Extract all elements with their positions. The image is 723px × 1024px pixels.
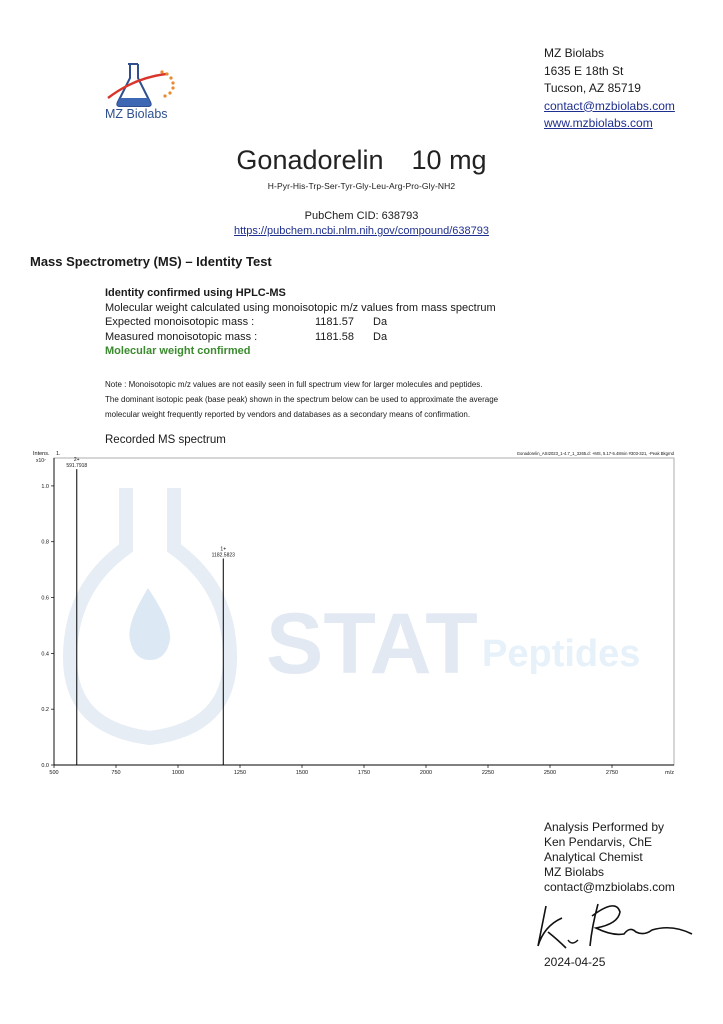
x-tick-label: 500 xyxy=(49,770,59,776)
y-tick-label: 1.0 xyxy=(41,483,49,490)
x-tick-label: 2250 xyxy=(481,770,495,776)
peak-mz-label: 1182.5823 xyxy=(211,552,235,559)
product-name: Gonadorelin xyxy=(236,145,384,175)
company-address-line2: Tucson, AZ 85719 xyxy=(544,81,641,95)
x-tick-label: 1750 xyxy=(357,770,371,776)
section-title: Mass Spectrometry (MS) – Identity Test xyxy=(30,254,272,269)
measured-mass-label: Measured monoisotopic mass : xyxy=(105,330,258,343)
y-axis-multiplier: x10⁷ xyxy=(36,458,46,464)
company-address-block xyxy=(544,45,675,133)
product-amount: 10 mg xyxy=(411,145,487,175)
y-tick-label: 0.2 xyxy=(41,707,49,714)
pubchem-cid: PubChem CID: 638793 xyxy=(304,210,419,222)
peak-mz-label: 591.7918 xyxy=(66,463,88,470)
x-tick-label: 750 xyxy=(111,770,121,776)
expected-mass-label: Expected monoisotopic mass : xyxy=(105,316,255,328)
signature-line5: contact@mzbiolabs.com xyxy=(544,880,675,894)
watermark-sub-text: Peptides xyxy=(482,633,641,675)
note-line3: molecular weight frequently reported by vendors and databases as a secondary means of confirmation. xyxy=(105,410,471,419)
watermark-main-text: STAT xyxy=(266,596,478,692)
watermark xyxy=(70,488,640,738)
y-tick-label: 0.0 xyxy=(41,763,49,769)
y-tick-label: 0.8 xyxy=(41,539,49,546)
x-tick-label: 2500 xyxy=(543,770,557,776)
identity-block xyxy=(105,286,496,359)
measured-mass-unit: Da xyxy=(373,330,388,343)
x-tick-label: 1250 xyxy=(233,770,247,776)
signature-line3: Analytical Chemist xyxy=(544,850,643,864)
peak-charge-label: 1+ xyxy=(220,546,227,553)
company-email-link[interactable]: contact@mzbiolabs.com xyxy=(544,98,675,113)
signature-date: 2024-04-25 xyxy=(544,955,606,969)
pubchem-link[interactable]: https://pubchem.ncbi.nlm.nih.gov/compound/638793 xyxy=(234,225,489,237)
y-tick-label: 0.4 xyxy=(41,651,49,658)
signature-line2: Ken Pendarvis, ChE xyxy=(544,835,653,849)
note-line2: The dominant isotopic peak (base peak) shown in the spectrum below can be used to approximate the average xyxy=(105,395,499,404)
panel-label: 1. xyxy=(56,451,61,457)
y-axis-label: Intens. xyxy=(33,451,50,457)
note-block xyxy=(105,377,625,422)
company-name: MZ Biolabs xyxy=(544,46,605,60)
signature-line4: MZ Biolabs xyxy=(544,865,605,879)
expected-mass-value: 1181.57 xyxy=(315,316,354,328)
chart-header-text: Gonadorelin_ASI2023_1-4.7_1_3265.d: +MS, 5.17-5.48min #303-321, -Peak Bkgrnd xyxy=(516,451,674,456)
x-tick-label: 2750 xyxy=(605,770,619,776)
handwritten-signature xyxy=(532,896,697,956)
x-tick-label: 2000 xyxy=(419,770,433,776)
note-line1: Note : Monoisotopic m/z values are not easily seen in full spectrum view for larger molecules and peptides. xyxy=(105,380,483,389)
x-axis-label: m/z xyxy=(665,770,674,776)
company-address-line1: 1635 E 18th St xyxy=(544,63,624,78)
identity-result: Molecular weight confirmed xyxy=(105,345,251,357)
pubchem-block xyxy=(0,209,723,239)
y-tick-label: 0.6 xyxy=(41,595,49,602)
signature-line1: Analysis Performed by xyxy=(544,820,665,834)
x-tick-label: 1500 xyxy=(295,770,309,776)
logo-text: MZ Biolabs xyxy=(105,107,168,121)
company-website-link[interactable]: www.mzbiolabs.com xyxy=(544,116,653,130)
peptide-sequence: H-Pyr-His-Trp-Ser-Tyr-Gly-Leu-Arg-Pro-Gly-NH2 xyxy=(267,181,456,191)
signature-block xyxy=(544,820,675,895)
spectrum-title: Recorded MS spectrum xyxy=(105,434,226,446)
watermark-drop-icon xyxy=(129,588,170,660)
expected-mass-row xyxy=(105,315,496,330)
identity-heading: Identity confirmed using HPLC-MS xyxy=(105,287,286,299)
expected-mass-unit: Da xyxy=(373,316,388,328)
measured-mass-row xyxy=(105,330,496,345)
product-title xyxy=(0,145,723,176)
identity-method: Molecular weight calculated using monoisotopic m/z values from mass spectrum xyxy=(105,301,496,314)
ms-spectrum-chart xyxy=(30,448,680,778)
peak-charge-label: 2+ xyxy=(73,457,80,464)
measured-mass-value: 1181.58 xyxy=(315,330,354,343)
x-tick-label: 1000 xyxy=(171,770,185,776)
